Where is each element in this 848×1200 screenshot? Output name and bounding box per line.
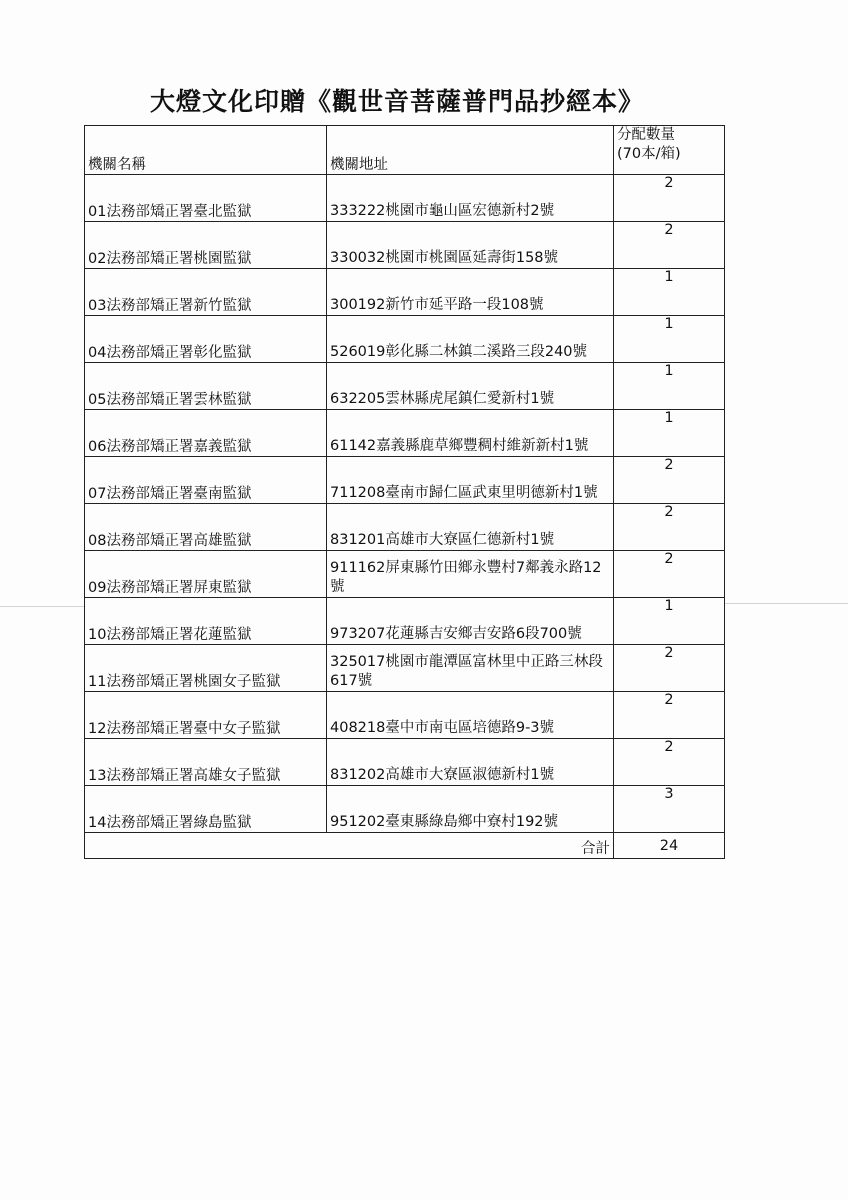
quantity-cell: 2 bbox=[614, 175, 725, 222]
document-title: 大燈文化印贈《觀世音菩薩普門品抄經本》 bbox=[150, 87, 645, 116]
quantity-cell: 2 bbox=[614, 222, 725, 269]
institution-name-cell: 02法務部矯正署桃園監獄 bbox=[85, 222, 327, 269]
quantity-cell: 3 bbox=[614, 786, 725, 833]
scan-artifact-line bbox=[0, 606, 84, 607]
table-row bbox=[85, 222, 725, 269]
quantity-cell: 1 bbox=[614, 363, 725, 410]
table-row bbox=[85, 504, 725, 551]
quantity-cell: 1 bbox=[614, 598, 725, 645]
institution-name-cell: 09法務部矯正署屏東監獄 bbox=[85, 551, 327, 598]
allocation-table bbox=[84, 125, 725, 859]
institution-name-cell: 12法務部矯正署臺中女子監獄 bbox=[85, 692, 327, 739]
table-row bbox=[85, 645, 725, 692]
institution-name-cell: 11法務部矯正署桃園女子監獄 bbox=[85, 645, 327, 692]
institution-address-cell: 300192新竹市延平路一段108號 bbox=[327, 269, 614, 316]
institution-address-cell: 408218臺中市南屯區培德路9-3號 bbox=[327, 692, 614, 739]
institution-address-cell: 61142嘉義縣鹿草鄉豐稠村維新新村1號 bbox=[327, 410, 614, 457]
header-institution-address: 機關地址 bbox=[327, 126, 614, 175]
table-row bbox=[85, 692, 725, 739]
institution-name-cell: 08法務部矯正署高雄監獄 bbox=[85, 504, 327, 551]
quantity-cell: 2 bbox=[614, 692, 725, 739]
institution-address-cell: 711208臺南市歸仁區武東里明德新村1號 bbox=[327, 457, 614, 504]
table-row bbox=[85, 786, 725, 833]
table-row bbox=[85, 410, 725, 457]
total-label: 合計 bbox=[85, 833, 614, 859]
table-row bbox=[85, 269, 725, 316]
quantity-cell: 1 bbox=[614, 410, 725, 457]
quantity-cell: 2 bbox=[614, 739, 725, 786]
quantity-cell: 2 bbox=[614, 504, 725, 551]
total-value: 24 bbox=[614, 833, 725, 859]
institution-address-cell: 325017桃園市龍潭區富林里中正路三林段617號 bbox=[327, 645, 614, 692]
institution-address-cell: 831201高雄市大寮區仁德新村1號 bbox=[327, 504, 614, 551]
institution-name-cell: 04法務部矯正署彰化監獄 bbox=[85, 316, 327, 363]
table-row bbox=[85, 316, 725, 363]
institution-name-cell: 03法務部矯正署新竹監獄 bbox=[85, 269, 327, 316]
institution-address-cell: 330032桃園市桃園區延壽街158號 bbox=[327, 222, 614, 269]
institution-address-cell: 333222桃園市龜山區宏德新村2號 bbox=[327, 175, 614, 222]
table-body bbox=[85, 175, 725, 833]
table-row bbox=[85, 739, 725, 786]
quantity-cell: 2 bbox=[614, 457, 725, 504]
header-allocated-quantity bbox=[614, 126, 725, 175]
institution-name-cell: 13法務部矯正署高雄女子監獄 bbox=[85, 739, 327, 786]
quantity-cell: 2 bbox=[614, 645, 725, 692]
table-total-row bbox=[85, 833, 725, 859]
institution-address-cell: 526019彰化縣二林鎮二溪路三段240號 bbox=[327, 316, 614, 363]
table-row bbox=[85, 551, 725, 598]
institution-address-cell: 831202高雄市大寮區淑德新村1號 bbox=[327, 739, 614, 786]
institution-name-cell: 01法務部矯正署臺北監獄 bbox=[85, 175, 327, 222]
header-institution-name: 機關名稱 bbox=[85, 126, 327, 175]
header-quantity-line2: (70本/箱) bbox=[617, 146, 681, 162]
table-row bbox=[85, 457, 725, 504]
institution-name-cell: 14法務部矯正署綠島監獄 bbox=[85, 786, 327, 833]
institution-address-cell: 632205雲林縣虎尾鎮仁愛新村1號 bbox=[327, 363, 614, 410]
quantity-cell: 1 bbox=[614, 316, 725, 363]
table-header-row bbox=[85, 126, 725, 175]
institution-name-cell: 07法務部矯正署臺南監獄 bbox=[85, 457, 327, 504]
table-row bbox=[85, 598, 725, 645]
institution-address-cell: 951202臺東縣綠島鄉中寮村192號 bbox=[327, 786, 614, 833]
table-row bbox=[85, 363, 725, 410]
table-row bbox=[85, 175, 725, 222]
institution-name-cell: 10法務部矯正署花蓮監獄 bbox=[85, 598, 327, 645]
institution-name-cell: 05法務部矯正署雲林監獄 bbox=[85, 363, 327, 410]
quantity-cell: 1 bbox=[614, 269, 725, 316]
institution-name-cell: 06法務部矯正署嘉義監獄 bbox=[85, 410, 327, 457]
scan-artifact-line bbox=[724, 603, 848, 604]
institution-address-cell: 973207花蓮縣吉安鄉吉安路6段700號 bbox=[327, 598, 614, 645]
quantity-cell: 2 bbox=[614, 551, 725, 598]
header-quantity-line1: 分配數量 bbox=[617, 127, 675, 143]
institution-address-cell: 911162屏東縣竹田鄉永豐村7鄰義永路12號 bbox=[327, 551, 614, 598]
